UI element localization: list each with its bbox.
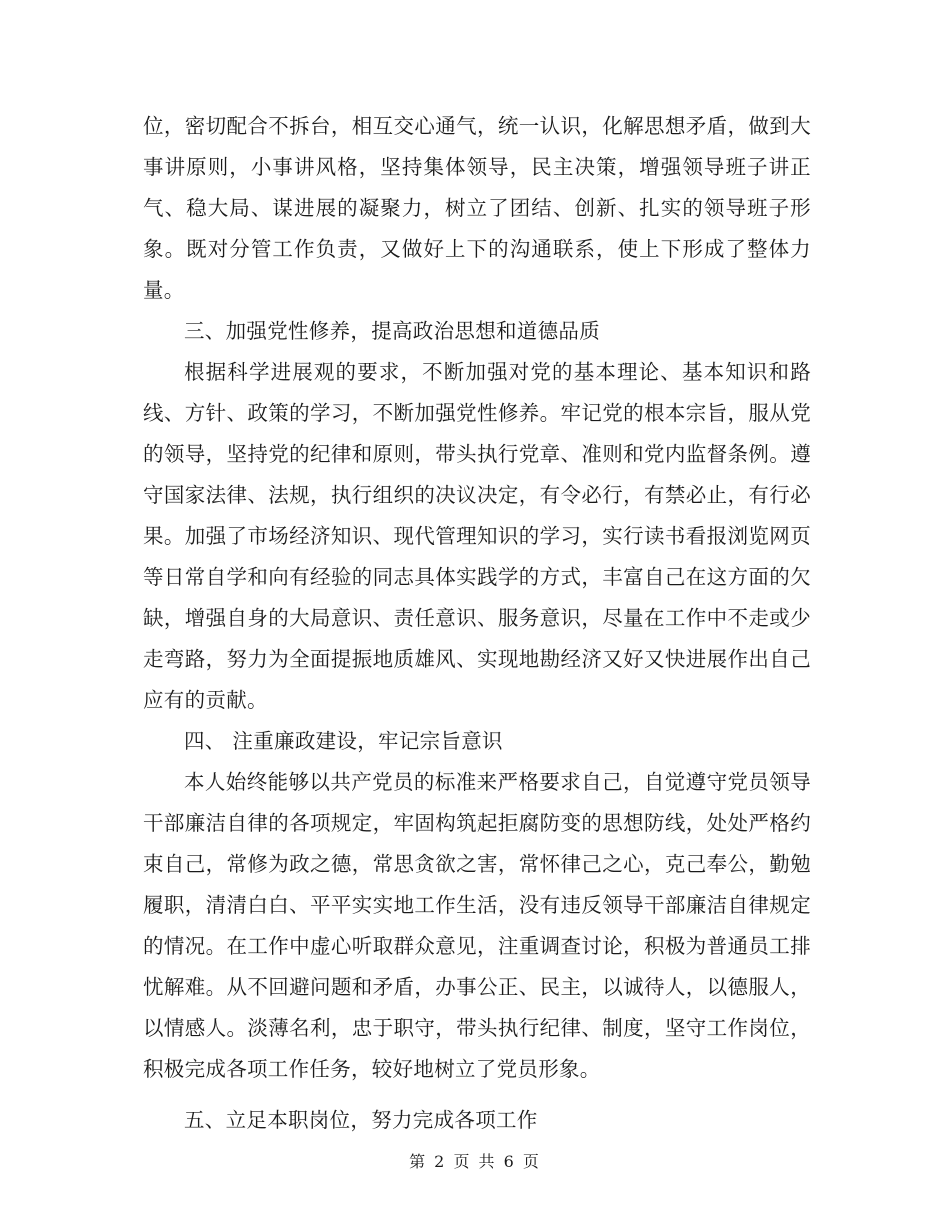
page-number-footer: 第 2 页 共 6 页 — [409, 1152, 541, 1171]
paragraph-continuation: 位，密切配合不拆台，相互交心通气，统一认识，化解思想矛盾，做到大事讲原则，小事讲风格，坚持集体领导，民主决策，增强领导班子讲正气、稳大局、谋进展的凝聚力，树立了团结、创新、扎实的领导班子形象。既对分管工作负责，又做好上下的沟通联系，使上下形成了整体力量。 — [143, 114, 811, 302]
paragraph-party-cultivation: 根据科学进展观的要求，不断加强对党的基本理论、基本知识和路线、方针、政策的学习，不断加强党性修养。牢记党的根本宗旨，服从党的领导，坚持党的纪律和原则，带头执行党章、准则和党内监督条例。遵守国家法律、法规，执行组织的决议决定，有令必行，有禁必止，有行必果。加强了市场经济知识、现代管理知识的学习，实行读书看报浏览网页等日常自学和向有经验的同志具体实践学的方式，丰富自己在这方面的欠缺，增强自身的大局意识、责任意识、服务意识，尽量在工作中不走或少走弯路，努力为全面提振地质雄风、实现地勘经济又好又快进展作出自己应有的贡献。 — [143, 360, 811, 712]
section-heading-3: 三、加强党性修养，提高政治思想和道德品质 — [184, 319, 600, 343]
document-body — [143, 106, 811, 1141]
section-heading-4: 四、 注重廉政建设，牢记宗旨意识 — [184, 729, 503, 753]
paragraph-integrity: 本人始终能够以共产党员的标准来严格要求自己，自觉遵守党员领导干部廉洁自律的各项规定，牢固构筑起拒腐防变的思想防线，处处严格约束自己，常修为政之德，常思贪欲之害，常怀律己之心，克己奉公，勤勉履职，清清白白、平平实实地工作生活，没有违反领导干部廉洁自律规定的情况。在工作中虚心听取群众意见，注重调查讨论，积极为普通员工排忧解难。从不回避问题和矛盾，办事公正、民主，以诚待人，以德服人，以情感人。淡薄名利，忠于职守，带头执行纪律、制度，坚守工作岗位，积极完成各项工作任务，较好地树立了党员形象。 — [143, 770, 811, 1081]
section-heading-5: 五、立足本职岗位，努力完成各项工作 — [184, 1108, 538, 1132]
